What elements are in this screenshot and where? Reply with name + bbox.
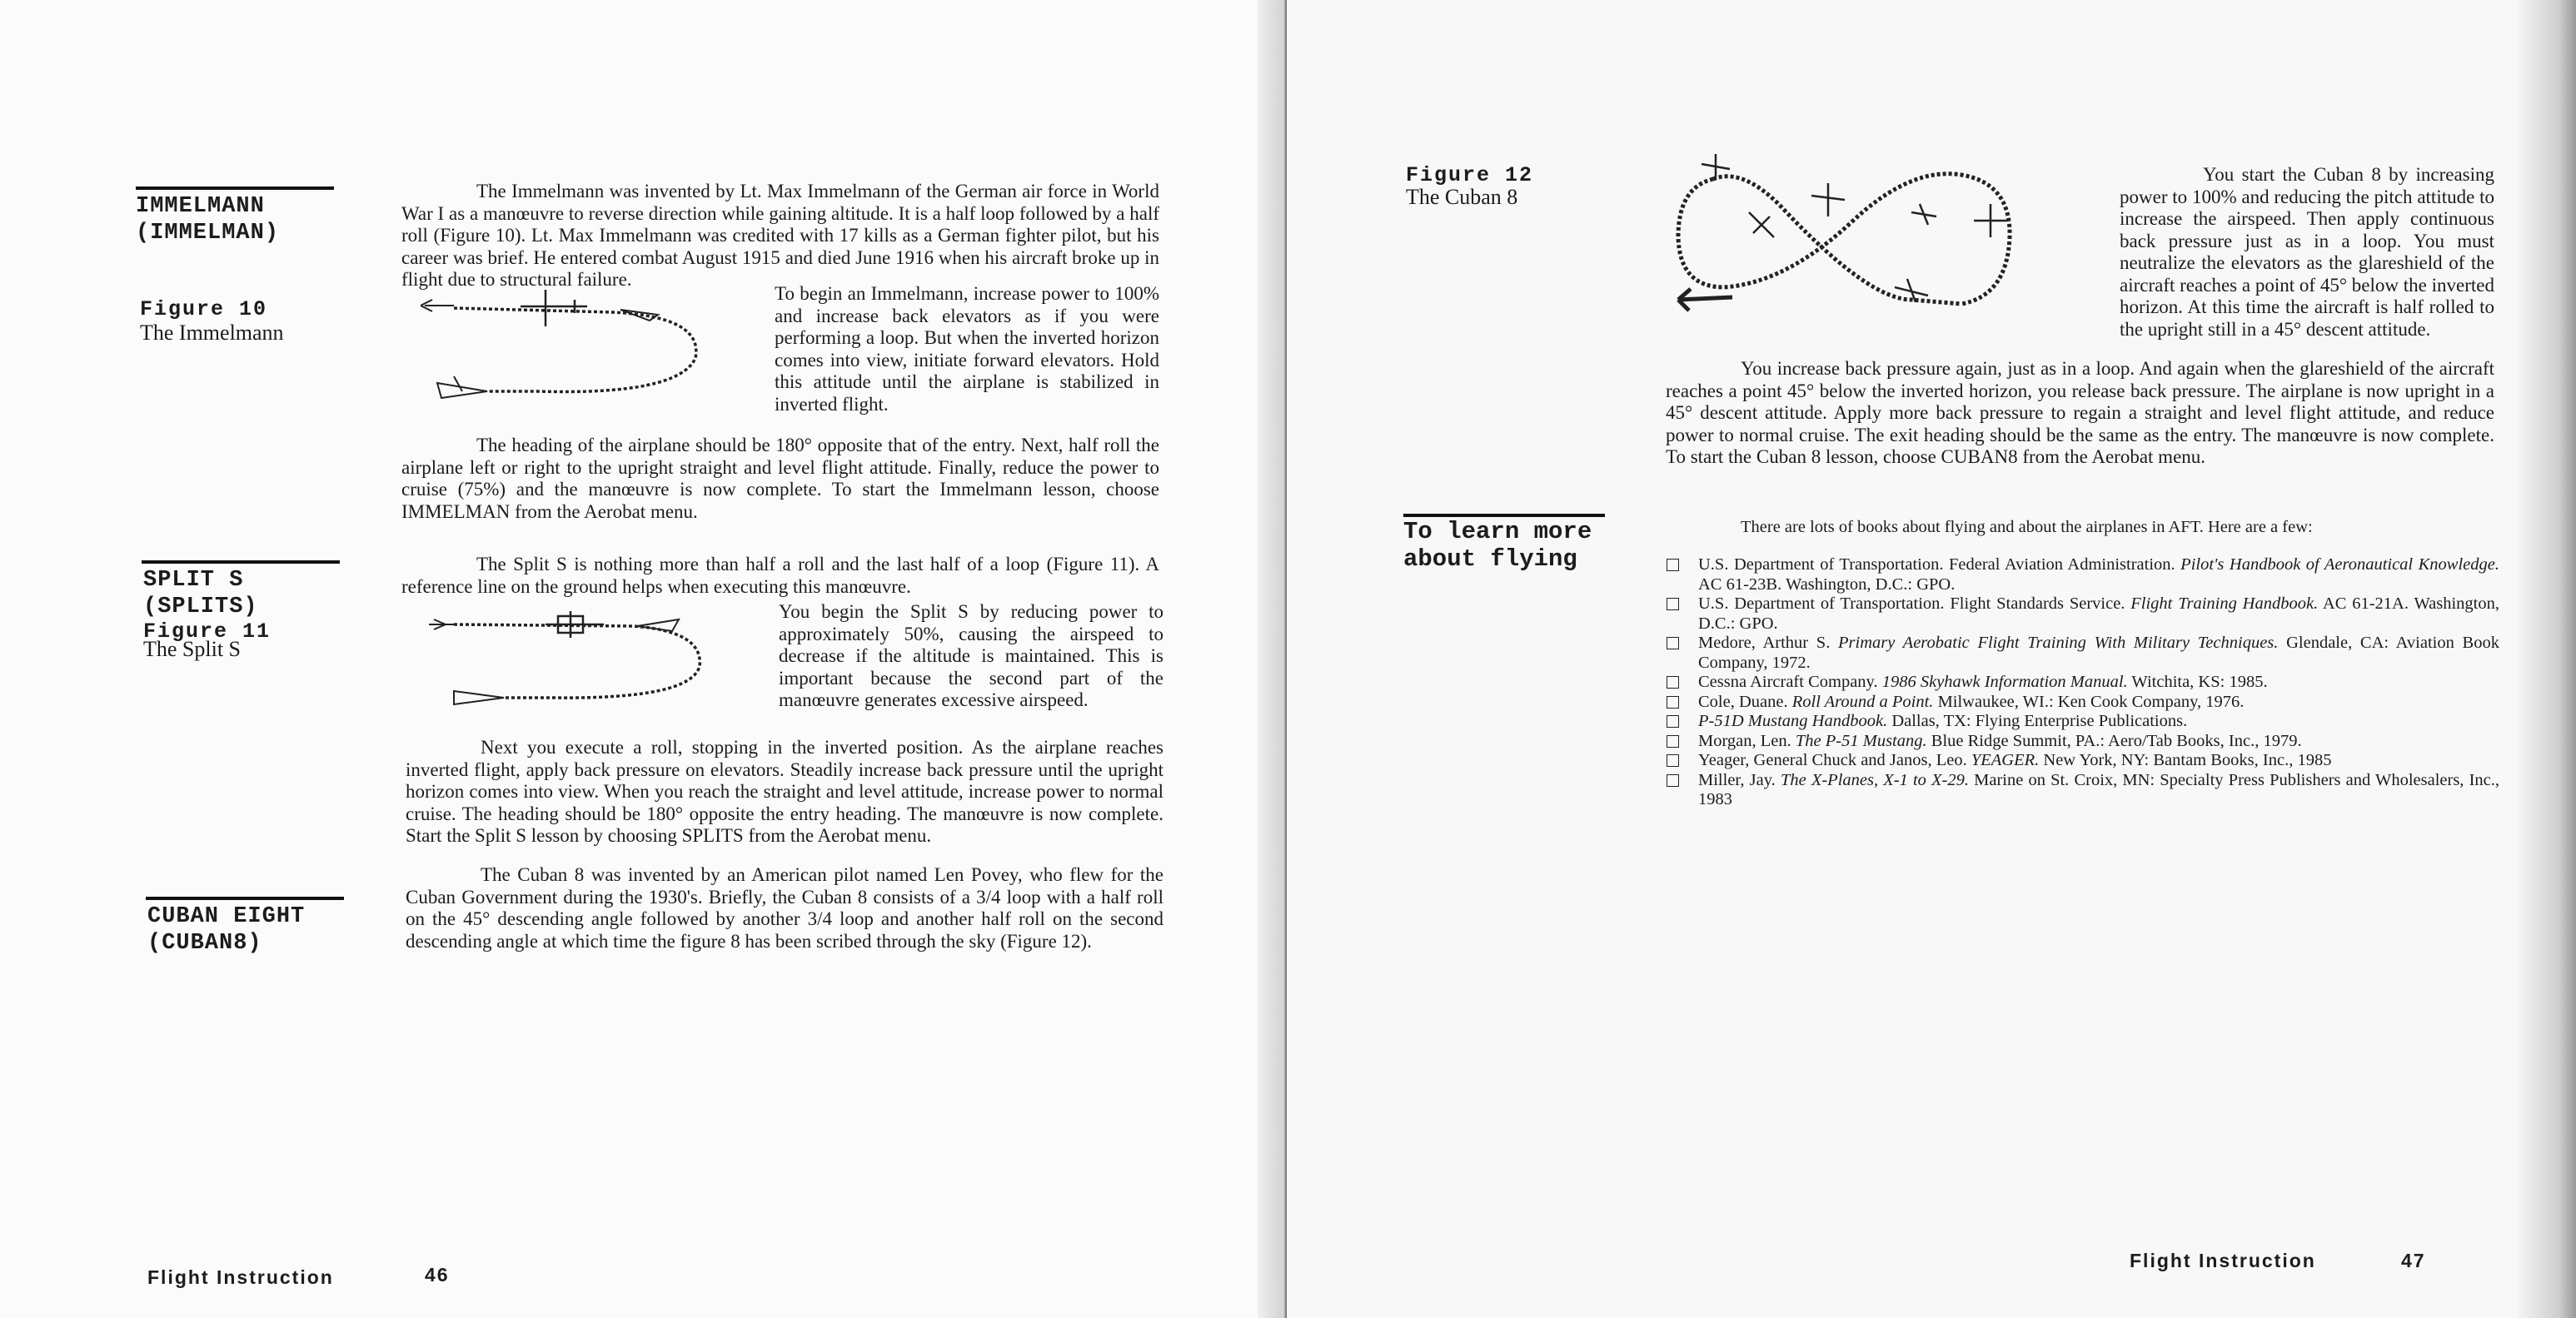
section-rule (146, 897, 344, 900)
reference-pre: Miller, Jay. (1698, 770, 1781, 789)
split-s-diagram (429, 608, 725, 716)
section-heading-immelmann (136, 193, 279, 246)
paragraph: You increase back pressure again, just as in a loop. And again when the glareshield of the aircraft reaches a point 45° below the inverted horizon, you release back pressure. The airplane is now upright in a 45° descent attitude. Apply more back pressure to regain a straight and level flight attitude, and reduce power to normal cruise. The exit heading should be the same as the entry. The manœuvre is now complete. To start the Cuban 8 lesson, choose CUBAN8 from the Aerobat menu. (1666, 358, 2494, 467)
paragraph: The Split S is nothing more than half a roll and the last half of a loop (Figure 11). A reference line on the ground helps when executing this manœuvre. (401, 554, 1159, 597)
reference-title: Pilot's Handbook of Aeronautical Knowledge. (2180, 555, 2499, 574)
reference-pre: Cessna Aircraft Company. (1698, 673, 1882, 691)
reference-post: AC 61-23B. Washington, D.C.: GPO. (1698, 574, 1956, 594)
page-number: 47 (2401, 1250, 2426, 1271)
reference-item (1667, 594, 2499, 634)
paragraph: To begin an Immelmann, increase power to 100% and increase back elevators as if you were performing a loop. But when the inverted horizon comes into view, initiate forward elevators. Hold this attitude until the airplane is stabilized in inverted flight. (775, 283, 1159, 415)
footer-title: Flight Instruction (147, 1266, 334, 1288)
reference-item (1667, 555, 2499, 594)
reference-item (1667, 751, 2499, 771)
section-heading-line: SPLIT S (143, 568, 244, 593)
references-intro: There are lots of books about flying and about the airplanes in AFT. Here are a few: (1741, 518, 2313, 536)
reference-item (1667, 732, 2499, 752)
figure-label: Figure 11 (143, 619, 272, 644)
learn-more-heading-line: To learn more (1403, 518, 1592, 545)
figure-name: The Immelmann (140, 321, 284, 345)
reference-item (1667, 693, 2499, 713)
checkbox-icon (1667, 637, 1679, 649)
reference-post: Milwaukee, WI.: Ken Cook Company, 1976. (1933, 692, 2245, 711)
reference-title: Flight Training Handbook. (2130, 594, 2319, 613)
paragraph: The Immelmann was invented by Lt. Max Immelmann of the German air force in World War I as a manœuvre to reverse direction while gaining altitude. It is a half loop followed by a half roll (Figure 10). Lt. Max Immelmann was credited with 17 kills as a German fighter pilot, but his career was brief. He entered combat August 1915 and died June 1916 when his aircraft broke up in flight due to structural failure. (401, 181, 1159, 290)
reference-item (1667, 712, 2499, 732)
checkbox-icon (1667, 715, 1679, 728)
reference-title: 1986 Skyhawk Information Manual. (1881, 673, 2128, 691)
reference-title: P-51D Mustang Handbook. (1698, 712, 1888, 730)
reference-title: The X-Planes, X-1 to X-29. (1780, 770, 1969, 789)
reference-item (1667, 771, 2499, 810)
reference-title: The P-51 Mustang. (1795, 731, 1927, 750)
checkbox-icon (1667, 735, 1679, 748)
reference-title: Roll Around a Point. (1791, 692, 1934, 711)
section-rule (1403, 514, 1605, 517)
reference-post: Marine on St. Croix, MN: Specialty Press Publishers and Wholesalers, Inc., 1983 (1698, 770, 2499, 808)
page-edge-shadow (2518, 0, 2576, 1318)
paragraph: You start the Cuban 8 by increasing power to 100% and reducing the pitch attitude to increase the airspeed. Then apply continuous back pressure just as in a loop. You must neutralize the elevators as the glareshield of the aircraft reaches a point of 45° below the inverted horizon. At this time the aircraft is half rolled to the upright still in a 45° descent attitude. (2120, 164, 2494, 340)
learn-more-heading-line: about flying (1403, 545, 1577, 573)
figure-label: Figure 10 (140, 297, 268, 321)
left-page (0, 0, 1287, 1318)
reference-pre: U.S. Department of Transportation. Federal Aviation Administration. (1698, 555, 2181, 574)
checkbox-icon (1667, 754, 1679, 767)
reference-post: New York, NY: Bantam Books, Inc., 1985 (2039, 751, 2332, 769)
section-heading-line: (CUBAN8) (147, 931, 262, 956)
section-rule (142, 560, 340, 564)
reference-post: Glendale, CA: Aviation Book Company, 1972. (1698, 634, 2499, 672)
section-heading-line: IMMELMANN (136, 194, 265, 219)
reference-pre: U.S. Department of Transportation. Flight Standards Service. (1698, 594, 2131, 613)
checkbox-icon (1667, 676, 1679, 689)
figure-name: The Cuban 8 (1406, 185, 1518, 209)
figure-name: The Split S (143, 637, 242, 661)
reference-list (1667, 555, 2499, 810)
section-heading-line: (SPLITS) (143, 594, 258, 619)
paragraph: The heading of the airplane should be 180° opposite that of the entry. Next, half roll the airplane left or right to the upright straight and level flight attitude. Finally, reduce the power to cruise (75%) and the manœuvre is now complete. To start the Immelmann lesson, choose IMMELMAN from the Aerobat menu. (401, 435, 1159, 522)
checkbox-icon (1667, 598, 1679, 610)
section-heading-splits (143, 567, 258, 620)
paragraph: The Cuban 8 was invented by an American pilot named Len Povey, who flew for the Cuban Government during the 1930's. Briefly, the Cuban 8 consists of a 3/4 loop with a half roll on the 45° descending angle followed by another 3/4 loop and another half roll on the second descending angle at which time the figure 8 has been scribed through the sky (Figure 12). (406, 864, 1163, 952)
immelmann-diagram (421, 283, 716, 408)
figure-label: Figure 12 (1406, 163, 1534, 187)
reference-post: Dallas, TX: Flying Enterprise Publications. (1887, 712, 2188, 730)
checkbox-icon (1667, 559, 1679, 571)
learn-more-heading (1403, 518, 1592, 573)
section-rule (136, 187, 334, 190)
reference-item (1667, 673, 2499, 693)
reference-post: AC 61-21A. Washington, D.C.: GPO. (1698, 594, 2499, 633)
reference-post: Witchita, KS: 1985. (2127, 673, 2268, 691)
reference-post: Blue Ridge Summit, PA.: Aero/Tab Books, Inc., 1979. (1926, 731, 2302, 750)
cuban8-diagram (1662, 154, 2036, 333)
paragraph: Next you execute a roll, stopping in the inverted position. As the airplane reaches inverted flight, apply back pressure on elevators. Steadily increase back pressure until the upright horizon comes into view. When you reach the straight and level attitude, increase power to normal cruise. The heading should be 180° opposite the entry heading. The manœuvre is now complete. Start the Split S lesson by choosing SPLITS from the Aerobat menu. (406, 737, 1163, 846)
checkbox-icon (1667, 774, 1679, 787)
reference-pre: Yeager, General Chuck and Janos, Leo. (1698, 751, 1971, 769)
footer-title: Flight Instruction (2130, 1250, 2316, 1271)
section-heading-line: (IMMELMAN) (136, 221, 280, 246)
checkbox-icon (1667, 696, 1679, 709)
section-heading-cuban8 (147, 903, 305, 957)
reference-pre: Medore, Arthur S. (1698, 634, 1839, 652)
reference-title: YEAGER. (1971, 751, 2040, 769)
right-page (1287, 0, 2576, 1318)
reference-pre: Cole, Duane. (1698, 692, 1792, 711)
paragraph: You begin the Split S by reducing power to approximately 50%, causing the airspeed to decrease if the altitude is maintained. This is important because the second part of the manœuvre generates excessive airspeed. (779, 601, 1163, 710)
reference-pre: Morgan, Len. (1698, 731, 1796, 750)
section-heading-line: CUBAN EIGHT (147, 904, 306, 929)
reference-title: Primary Aerobatic Flight Training With Military Techniques. (1838, 634, 2279, 652)
page-number: 46 (425, 1264, 450, 1286)
reference-item (1667, 634, 2499, 673)
